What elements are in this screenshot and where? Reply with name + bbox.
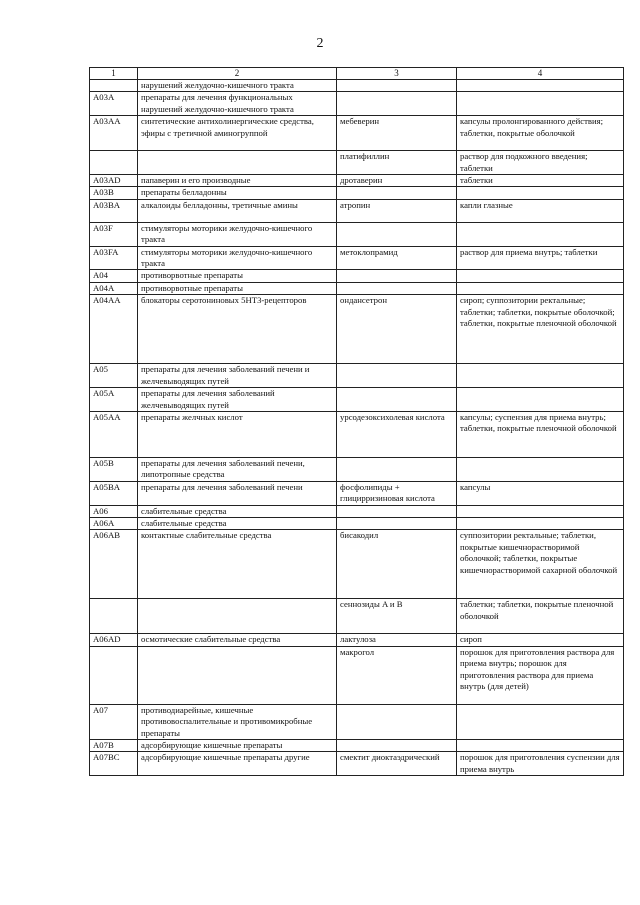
table-row <box>90 199 624 222</box>
substance-name-cell: смектит диоктаэдрический <box>337 752 457 776</box>
table-row <box>90 739 624 751</box>
substance-name-cell: метоклопрамид <box>337 246 457 270</box>
pharmacological-group-cell: адсорбирующие кишечные препараты <box>138 739 337 751</box>
table-row <box>90 364 624 388</box>
substance-name-cell: фосфолипиды + глицирризиновая кислота <box>337 481 457 505</box>
dosage-form-cell: капсулы пролонгированного действия; таблетки, покрытые оболочкой <box>457 116 624 151</box>
dosage-form-cell <box>457 704 624 739</box>
atc-code-cell: A03F <box>90 222 138 246</box>
table-row <box>90 80 624 92</box>
dosage-form-cell <box>457 517 624 529</box>
pharmacological-group-cell <box>138 646 337 704</box>
pharmacological-group-cell: препараты для лечения заболеваний печени и желчевыводящих путей <box>138 364 337 388</box>
dosage-form-cell <box>457 457 624 481</box>
dosage-form-cell: суппозитории ректальные; таблетки, покрытые кишечнорастворимой оболочкой; таблетки, покрытые кишечнорастворимой сахарной оболочкой <box>457 530 624 599</box>
pharmacological-group-cell: препараты для лечения функциональных нарушений желудочно-кишечного тракта <box>138 92 337 116</box>
pharmacological-group-cell: стимуляторы моторики желудочно-кишечного тракта <box>138 222 337 246</box>
table-row <box>90 187 624 199</box>
pharmacological-group-cell: блокаторы серотониновых 5НТ3-рецепторов <box>138 295 337 364</box>
atc-code-cell: A03BA <box>90 199 138 222</box>
substance-name-cell <box>337 282 457 294</box>
substance-name-cell <box>337 517 457 529</box>
dosage-form-cell: капли глазные <box>457 199 624 222</box>
dosage-form-cell: капсулы; суспензия для приема внутрь; таблетки, покрытые пленочной оболочкой <box>457 411 624 457</box>
pharmacological-group-cell: нарушений желудочно-кишечного тракта <box>138 80 337 92</box>
dosage-form-cell <box>457 388 624 412</box>
dosage-form-cell: порошок для приготовления раствора для приема внутрь; порошок для приготовления раствора для приема внутрь (для детей) <box>457 646 624 704</box>
table-row <box>90 752 624 776</box>
table-body <box>90 80 624 776</box>
pharmacological-group-cell: противорвотные препараты <box>138 270 337 282</box>
substance-name-cell: макрогол <box>337 646 457 704</box>
atc-code-cell: A06AD <box>90 634 138 646</box>
atc-code-cell: A03A <box>90 92 138 116</box>
header-col-1: 1 <box>90 68 138 80</box>
pharmacological-group-cell: препараты для лечения заболеваний желчевыводящих путей <box>138 388 337 412</box>
substance-name-cell <box>337 187 457 199</box>
table-row <box>90 388 624 412</box>
substance-name-cell: урсодезоксихолевая кислота <box>337 411 457 457</box>
table-row <box>90 282 624 294</box>
dosage-form-cell: сироп; суппозитории ректальные; таблетки; таблетки, покрытые оболочкой; таблетки, покрытые пленочной оболочкой <box>457 295 624 364</box>
dosage-form-cell: раствор для приема внутрь; таблетки <box>457 246 624 270</box>
table-row <box>90 634 624 646</box>
table-row <box>90 457 624 481</box>
table-row <box>90 411 624 457</box>
dosage-form-cell <box>457 187 624 199</box>
pharmacological-group-cell: папаверин и его производные <box>138 175 337 187</box>
atc-code-cell: A04 <box>90 270 138 282</box>
atc-code-cell <box>90 80 138 92</box>
atc-code-cell: A06AB <box>90 530 138 599</box>
substance-name-cell: мебеверин <box>337 116 457 151</box>
substance-name-cell: лактулоза <box>337 634 457 646</box>
atc-code-cell: A05AA <box>90 411 138 457</box>
table-row <box>90 481 624 505</box>
header-col-2: 2 <box>138 68 337 80</box>
substance-name-cell <box>337 222 457 246</box>
header-col-3: 3 <box>337 68 457 80</box>
table-row <box>90 175 624 187</box>
substance-name-cell <box>337 388 457 412</box>
table-row <box>90 704 624 739</box>
atc-code-cell <box>90 599 138 634</box>
dosage-form-cell <box>457 80 624 92</box>
atc-code-cell: A07 <box>90 704 138 739</box>
dosage-form-cell: порошок для приготовления суспензии для приема внутрь <box>457 752 624 776</box>
header-row <box>90 68 624 80</box>
substance-name-cell <box>337 704 457 739</box>
dosage-form-cell <box>457 739 624 751</box>
atc-code-cell <box>90 151 138 175</box>
atc-code-cell: A07BC <box>90 752 138 776</box>
pharmacological-group-cell: адсорбирующие кишечные препараты другие <box>138 752 337 776</box>
dosage-form-cell: таблетки <box>457 175 624 187</box>
substance-name-cell: дротаверин <box>337 175 457 187</box>
substance-name-cell: платифиллин <box>337 151 457 175</box>
atc-code-cell: A05A <box>90 388 138 412</box>
atc-code-cell: A04A <box>90 282 138 294</box>
dosage-form-cell: сироп <box>457 634 624 646</box>
pharmacological-group-cell: стимуляторы моторики желудочно-кишечного тракта <box>138 246 337 270</box>
substance-name-cell: ондансетрон <box>337 295 457 364</box>
substance-name-cell: атропин <box>337 199 457 222</box>
substance-name-cell: сеннозиды A и B <box>337 599 457 634</box>
dosage-form-cell <box>457 270 624 282</box>
substance-name-cell <box>337 505 457 517</box>
pharmacological-group-cell: контактные слабительные средства <box>138 530 337 599</box>
dosage-form-cell <box>457 222 624 246</box>
dosage-form-cell <box>457 92 624 116</box>
atc-code-cell <box>90 646 138 704</box>
table-header <box>90 68 624 80</box>
page-number: 2 <box>316 36 324 51</box>
dosage-form-cell <box>457 505 624 517</box>
atc-code-cell: A06 <box>90 505 138 517</box>
pharmacological-group-cell: препараты желчных кислот <box>138 411 337 457</box>
atc-code-cell: A03FA <box>90 246 138 270</box>
pharmacological-group-cell: препараты для лечения заболеваний печени <box>138 481 337 505</box>
substance-name-cell <box>337 92 457 116</box>
substance-name-cell <box>337 80 457 92</box>
pharmacological-group-cell: препараты для лечения заболеваний печени, липотропные средства <box>138 457 337 481</box>
dosage-form-cell: таблетки; таблетки, покрытые пленочной оболочкой <box>457 599 624 634</box>
substance-name-cell <box>337 364 457 388</box>
pharmacological-group-cell: алкалоиды белладонны, третичные амины <box>138 199 337 222</box>
table-row <box>90 270 624 282</box>
table-row <box>90 116 624 151</box>
substance-name-cell <box>337 270 457 282</box>
table-row <box>90 599 624 634</box>
table-row <box>90 505 624 517</box>
drug-list-table <box>89 67 624 776</box>
header-col-4: 4 <box>457 68 624 80</box>
atc-code-cell: A04AA <box>90 295 138 364</box>
substance-name-cell <box>337 457 457 481</box>
pharmacological-group-cell: противодиарейные, кишечные противовоспалительные и противомикробные препараты <box>138 704 337 739</box>
table-row <box>90 222 624 246</box>
table-row <box>90 530 624 599</box>
pharmacological-group-cell <box>138 151 337 175</box>
table-row <box>90 246 624 270</box>
dosage-form-cell <box>457 282 624 294</box>
table-row <box>90 92 624 116</box>
substance-name-cell <box>337 739 457 751</box>
atc-code-cell: A07B <box>90 739 138 751</box>
pharmacological-group-cell: противорвотные препараты <box>138 282 337 294</box>
table-row <box>90 295 624 364</box>
atc-code-cell: A05B <box>90 457 138 481</box>
pharmacological-group-cell <box>138 599 337 634</box>
pharmacological-group-cell: препараты белладонны <box>138 187 337 199</box>
pharmacological-group-cell: слабительные средства <box>138 505 337 517</box>
pharmacological-group-cell: синтетические антихолинергические средства, эфиры с третичной аминогруппой <box>138 116 337 151</box>
atc-code-cell: A03AD <box>90 175 138 187</box>
dosage-form-cell: капсулы <box>457 481 624 505</box>
atc-code-cell: A03AA <box>90 116 138 151</box>
pharmacological-group-cell: осмотические слабительные средства <box>138 634 337 646</box>
table-row <box>90 151 624 175</box>
atc-code-cell: A05BA <box>90 481 138 505</box>
table-row <box>90 646 624 704</box>
dosage-form-cell <box>457 364 624 388</box>
atc-code-cell: A05 <box>90 364 138 388</box>
dosage-form-cell: раствор для подкожного введения; таблетки <box>457 151 624 175</box>
table-row <box>90 517 624 529</box>
atc-code-cell: A03B <box>90 187 138 199</box>
pharmacological-group-cell: слабительные средства <box>138 517 337 529</box>
atc-code-cell: A06A <box>90 517 138 529</box>
substance-name-cell: бисакодил <box>337 530 457 599</box>
